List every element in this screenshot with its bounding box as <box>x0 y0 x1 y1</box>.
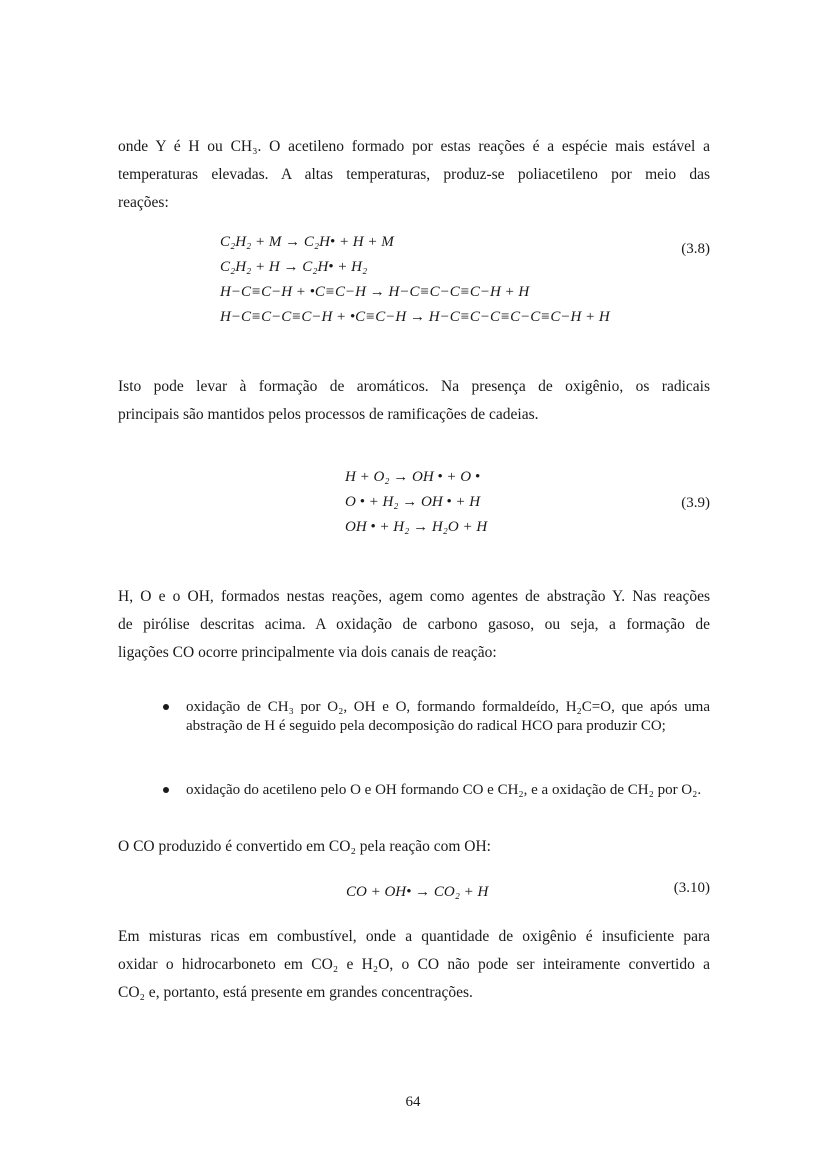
paragraph-line: Isto pode levar à formação de aromáticos. Na presença de oxigênio, os radicais <box>118 378 710 395</box>
bullet-icon <box>163 704 169 710</box>
paragraph-line: H, O e o OH, formados nestas reações, agem como agentes de abstração Y. Nas reações <box>118 588 710 605</box>
paragraph-line: onde Y é H ou CH₃. O acetileno formado por estas reações é a espécie mais estável a <box>118 138 710 155</box>
paragraph-line: oxidar o hidrocarboneto em CO₂ e H₂O, o CO não pode ser inteiramente convertido a <box>118 956 710 973</box>
equation-number: (3.10) <box>673 880 710 896</box>
paragraph-line: ligações CO ocorre principalmente via dois canais de reação: <box>118 644 497 661</box>
paragraph-rich-mixtures <box>118 923 710 1007</box>
list-item <box>160 698 710 736</box>
list-item-text: oxidação do acetileno pelo O e OH formando CO e CH₂, e a oxidação de CH₂ por O₂. <box>186 782 702 798</box>
equation-line: H + O₂ → OH • + O • <box>345 469 481 485</box>
paragraph-line: CO₂ e, portanto, está presente em grandes concentrações. <box>118 984 473 1001</box>
paragraph-line: reações: <box>118 194 169 211</box>
equation-line: C₂H₂ + H → C₂H• + H₂ <box>220 259 368 275</box>
list-item <box>160 781 710 800</box>
paragraph-intro <box>118 133 710 217</box>
equation-number: (3.9) <box>681 495 710 511</box>
paragraph-line: temperaturas elevadas. A altas temperaturas, produz-se poliacetileno por meio das <box>118 166 710 183</box>
equation-line: H−C≡C−H + •C≡C−H → H−C≡C−C≡C−H + H <box>220 284 530 300</box>
paragraph-line: Em misturas ricas em combustível, onde a quantidade de oxigênio é insuficiente para <box>118 928 710 945</box>
bullet-icon <box>163 787 169 793</box>
paragraph-line: de pirólise descritas acima. A oxidação de carbono gasoso, ou seja, a formação de <box>118 616 710 633</box>
equation-line: CO + OH• → CO₂ + H <box>346 884 489 900</box>
paragraph-oxidation <box>118 583 710 667</box>
equation-number: (3.8) <box>681 241 710 257</box>
paragraph-co-conversion <box>118 833 710 861</box>
list-item-text: oxidação de CH₃ por O₂, OH e O, formando formaldeído, H₂C=O, que após uma abstração de H é seguido pela decomposição do radical HCO para produzir CO; <box>186 699 710 734</box>
equation-line: O • + H₂ → OH • + H <box>345 494 481 510</box>
paragraph-line: O CO produzido é convertido em CO₂ pela reação com OH: <box>118 838 491 855</box>
page-number: 64 <box>405 1094 421 1110</box>
equation-line: H−C≡C−C≡C−H + •C≡C−H → H−C≡C−C≡C−C≡C−H + H <box>220 309 610 325</box>
equation-line: OH • + H₂ → H₂O + H <box>345 519 488 535</box>
paragraph-aromatics <box>118 373 710 429</box>
paragraph-line: principais são mantidos pelos processos de ramificações de cadeias. <box>118 406 539 423</box>
equation-line: C₂H₂ + M → C₂H• + H + M <box>220 234 394 250</box>
